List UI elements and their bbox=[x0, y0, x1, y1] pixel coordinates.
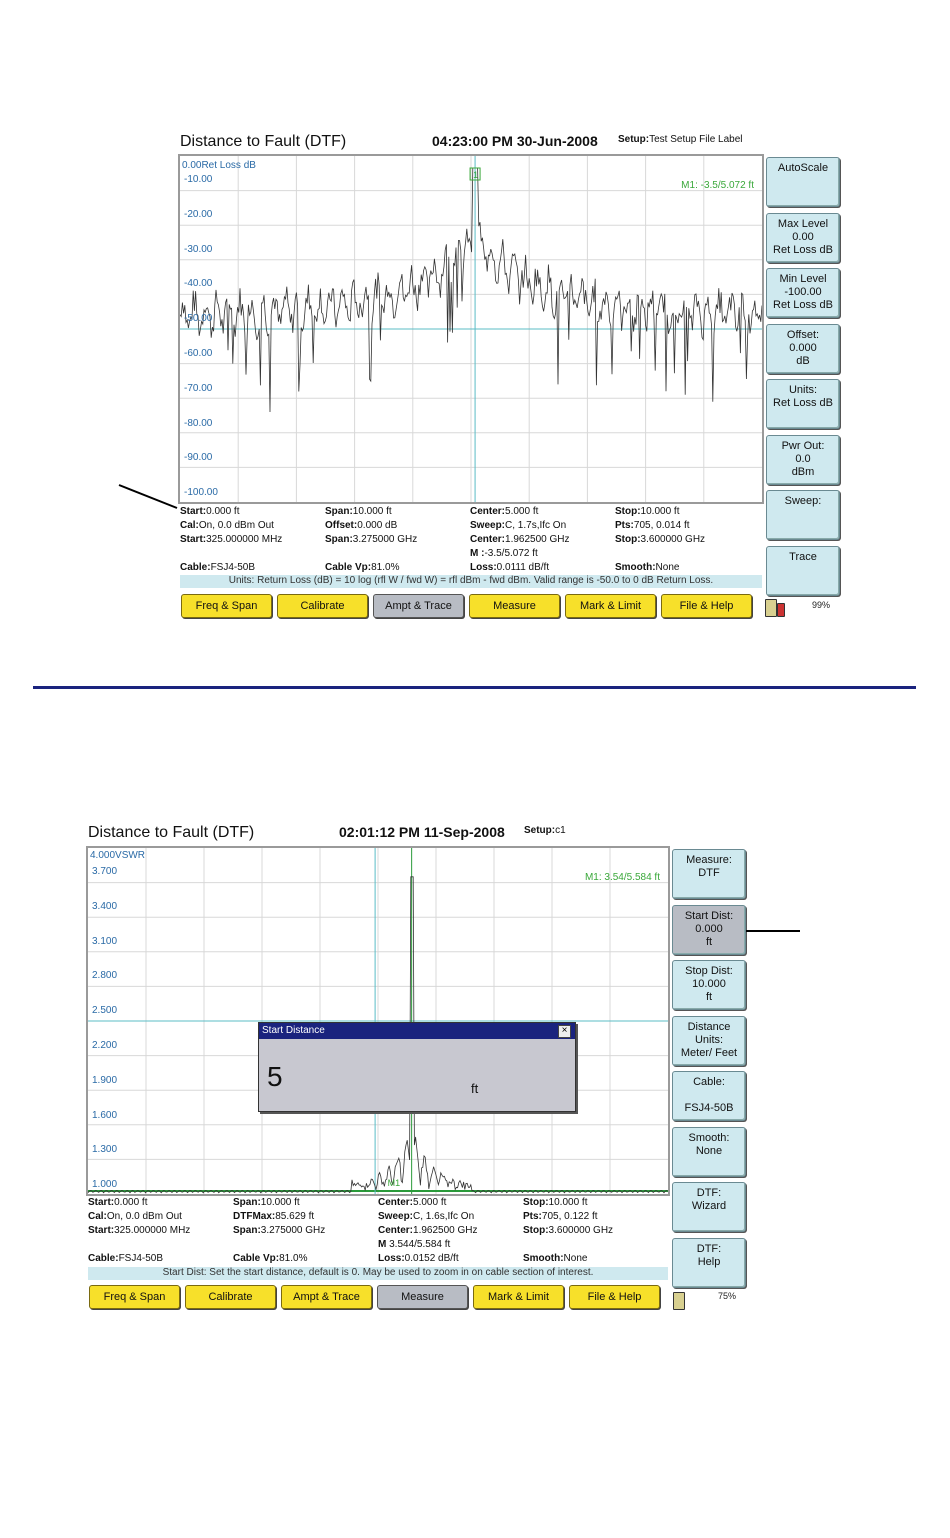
tab-5[interactable]: Mark & Limit bbox=[565, 594, 656, 618]
softkey-8[interactable]: DTF: Help bbox=[672, 1238, 746, 1288]
top-level-label: 0.00Ret Loss dB bbox=[182, 160, 256, 171]
info-row3-col3 bbox=[470, 533, 570, 547]
info-key: Cal: bbox=[180, 520, 199, 531]
softkey-6[interactable]: Smooth: None bbox=[672, 1127, 746, 1177]
info-value: 1.962500 GHz bbox=[413, 1225, 478, 1236]
y-axis-label: 2.200 bbox=[92, 1040, 118, 1051]
marker-flag-label: M1 bbox=[387, 1178, 401, 1188]
info-value: 10.000 ft bbox=[640, 506, 680, 517]
dialog-title-text: Start Distance bbox=[262, 1025, 325, 1036]
softkey-7[interactable]: Sweep: bbox=[766, 490, 840, 540]
datetime: 04:23:00 PM 30-Jun-2008 bbox=[432, 133, 598, 149]
y-axis-label: 2.800 bbox=[92, 970, 118, 982]
y-axis-label: -30.00 bbox=[184, 243, 213, 255]
tab-1[interactable]: Freq & Span bbox=[181, 594, 272, 618]
info-row4-col3 bbox=[470, 547, 538, 561]
y-axis-label: -10.00 bbox=[184, 174, 213, 185]
battery-icon bbox=[673, 1292, 685, 1310]
info-row3-col4 bbox=[615, 533, 705, 547]
info-key: Pts: bbox=[615, 520, 634, 531]
info-key: Start: bbox=[88, 1197, 115, 1208]
info-value: 3.544/5.584 ft bbox=[389, 1239, 451, 1250]
info-row2-col1 bbox=[88, 1210, 182, 1224]
callout-arrow-1 bbox=[115, 482, 185, 512]
battery-level: 75% bbox=[718, 1291, 737, 1301]
info-key: Smooth: bbox=[615, 562, 656, 573]
softkey-1[interactable]: AutoScale bbox=[766, 157, 840, 207]
y-axis-label: 3.100 bbox=[92, 935, 118, 947]
info-key: Start: bbox=[180, 534, 207, 545]
info-row5-col4 bbox=[615, 561, 679, 575]
screenshot-2-dtf-vswr bbox=[0, 800, 950, 1320]
softkey-2[interactable]: Max Level 0.00 Ret Loss dB bbox=[766, 213, 840, 263]
info-value: 81.0% bbox=[279, 1253, 308, 1264]
softkey-5[interactable]: Units: Ret Loss dB bbox=[766, 379, 840, 429]
info-row2-col3 bbox=[378, 1210, 474, 1224]
info-value: 81.0% bbox=[371, 562, 400, 573]
trace-graph bbox=[88, 848, 668, 1194]
status-info-2 bbox=[88, 1196, 678, 1268]
tab-2[interactable]: Calibrate bbox=[277, 594, 368, 618]
start-distance-unit: ft bbox=[471, 1081, 479, 1096]
marker-readout: M1: -3.5/5.072 ft bbox=[681, 180, 754, 191]
y-axis-label: -20.00 bbox=[184, 208, 213, 220]
tab-bar-2 bbox=[89, 1285, 664, 1311]
info-row5-col2 bbox=[325, 561, 399, 575]
info-key: Cal: bbox=[88, 1211, 107, 1222]
info-key: Stop: bbox=[523, 1197, 549, 1208]
info-row2-col4 bbox=[523, 1210, 598, 1224]
y-axis-label: -40.00 bbox=[184, 278, 213, 290]
tab-2[interactable]: Calibrate bbox=[185, 1285, 276, 1309]
start-distance-value[interactable]: 5 bbox=[267, 1061, 283, 1092]
info-value: C, 1.6s,Ifc On bbox=[413, 1211, 475, 1222]
info-key: Span: bbox=[233, 1197, 261, 1208]
callout-arrow-2 bbox=[744, 926, 804, 936]
info-value: 3.275000 GHz bbox=[260, 1225, 326, 1236]
info-key: Stop: bbox=[615, 506, 641, 517]
y-axis-label: -100.00 bbox=[184, 487, 218, 499]
screenshot-1-dtf-return-loss bbox=[0, 0, 950, 640]
info-value: 3.600000 GHz bbox=[548, 1225, 614, 1236]
info-row1-col4 bbox=[523, 1196, 587, 1210]
info-key: Center: bbox=[470, 534, 506, 545]
datetime: 02:01:12 PM 11-Sep-2008 bbox=[339, 824, 505, 840]
info-value: 0.000 dB bbox=[357, 520, 398, 531]
y-axis-label: 3.700 bbox=[92, 866, 118, 877]
info-key: Smooth: bbox=[523, 1253, 564, 1264]
info-value: None bbox=[655, 562, 680, 573]
y-axis-label: 1.600 bbox=[92, 1109, 118, 1121]
info-key: Loss: bbox=[470, 562, 497, 573]
setup-value: c1 bbox=[555, 825, 566, 836]
trace-graph bbox=[180, 156, 762, 502]
info-row3-col2 bbox=[233, 1224, 325, 1238]
top-level-label: 4.000VSWR bbox=[90, 850, 146, 861]
info-row1-col1 bbox=[180, 505, 239, 519]
info-key: Cable Vp: bbox=[325, 562, 372, 573]
info-value: 0.000 ft bbox=[114, 1197, 148, 1208]
info-value: On, 0.0 dBm Out bbox=[198, 520, 274, 531]
softkey-5[interactable]: Cable: FSJ4-50B bbox=[672, 1071, 746, 1121]
info-row3-col4 bbox=[523, 1224, 613, 1238]
info-row5-col3 bbox=[470, 561, 549, 575]
info-value: 85.629 ft bbox=[275, 1211, 315, 1222]
softkey-3[interactable]: Min Level -100.00 Ret Loss dB bbox=[766, 268, 840, 318]
info-row1-col1 bbox=[88, 1196, 147, 1210]
softkey-7[interactable]: DTF: Wizard bbox=[672, 1182, 746, 1232]
softkey-2[interactable]: Start Dist: 0.000 ft bbox=[672, 905, 746, 955]
info-row2-col2 bbox=[233, 1210, 314, 1224]
info-value: 705, 0.122 ft bbox=[541, 1211, 598, 1222]
info-row2-col2 bbox=[325, 519, 397, 533]
header-1 bbox=[180, 133, 770, 153]
info-key: DTFMax: bbox=[233, 1211, 276, 1222]
info-key: Start: bbox=[88, 1225, 115, 1236]
softkey-panel-1 bbox=[766, 157, 840, 597]
info-key: M : bbox=[470, 548, 485, 559]
info-value: 10.000 ft bbox=[352, 506, 392, 517]
page-divider bbox=[33, 686, 916, 689]
info-row3-col1 bbox=[180, 533, 282, 547]
y-axis-label: 3.400 bbox=[92, 900, 118, 912]
tab-3[interactable]: Ampt & Trace bbox=[281, 1285, 372, 1309]
info-value: 1.962500 GHz bbox=[505, 534, 570, 545]
info-key: Span: bbox=[325, 506, 353, 517]
info-row4-col3 bbox=[378, 1238, 450, 1252]
info-value: 705, 0.014 ft bbox=[633, 520, 690, 531]
info-key: Stop: bbox=[615, 534, 641, 545]
y-axis-label: 2.500 bbox=[92, 1005, 118, 1017]
info-value: 0.000 ft bbox=[206, 506, 240, 517]
status-info-1 bbox=[180, 505, 770, 577]
softkey-1[interactable]: Measure: DTF bbox=[672, 849, 746, 899]
softkey-6[interactable]: Pwr Out: 0.0 dBm bbox=[766, 435, 840, 485]
tab-3[interactable]: Ampt & Trace bbox=[373, 594, 464, 618]
info-value: 3.600000 GHz bbox=[640, 534, 706, 545]
power-plug-icon bbox=[777, 603, 785, 617]
info-value: 3.275000 GHz bbox=[352, 534, 418, 545]
tab-4[interactable]: Measure bbox=[377, 1285, 468, 1309]
info-row1-col2 bbox=[325, 505, 392, 519]
help-line: Units: Return Loss (dB) = 10 log (rfl W / fwd W) = rfl dBm - fwd dBm. Valid range is -50.0 to 0 dB Return Loss. bbox=[180, 575, 762, 588]
marker-readout: M1: 3.54/5.584 ft bbox=[584, 872, 660, 883]
info-row1-col4 bbox=[615, 505, 679, 519]
info-value: 10.000 ft bbox=[260, 1197, 300, 1208]
info-value: None bbox=[563, 1253, 588, 1264]
info-value: 5.000 ft bbox=[505, 506, 539, 517]
info-row3-col1 bbox=[88, 1224, 190, 1238]
info-value: 325.000000 MHz bbox=[114, 1225, 191, 1236]
y-axis-label: -80.00 bbox=[184, 417, 213, 429]
info-value: -3.5/5.072 ft bbox=[484, 548, 538, 559]
info-key: Stop: bbox=[523, 1225, 549, 1236]
setup-label bbox=[524, 825, 566, 836]
y-axis-label: -90.00 bbox=[184, 452, 213, 464]
page-title: Distance to Fault (DTF) bbox=[180, 133, 347, 150]
start-distance-dialog[interactable] bbox=[258, 1022, 576, 1112]
tab-1[interactable]: Freq & Span bbox=[89, 1285, 180, 1309]
setup-key: Setup: bbox=[618, 134, 650, 145]
y-axis-label: 1.300 bbox=[92, 1144, 118, 1156]
info-row1-col3 bbox=[378, 1196, 446, 1210]
page-title: Distance to Fault (DTF) bbox=[88, 824, 255, 841]
info-value: 0.0152 dB/ft bbox=[404, 1253, 459, 1264]
info-row1-col3 bbox=[470, 505, 538, 519]
info-key: Pts: bbox=[523, 1211, 542, 1222]
softkey-panel-2 bbox=[672, 849, 746, 1289]
info-row5-col4 bbox=[523, 1252, 587, 1266]
info-key: M bbox=[378, 1239, 390, 1250]
info-key: Sweep: bbox=[378, 1211, 414, 1222]
info-key: Cable Vp: bbox=[233, 1253, 280, 1264]
info-row3-col2 bbox=[325, 533, 417, 547]
softkey-4[interactable]: Offset: 0.000 dB bbox=[766, 324, 840, 374]
info-row5-col3 bbox=[378, 1252, 459, 1266]
y-axis-label: -50.00 bbox=[184, 313, 213, 325]
info-key: Sweep: bbox=[470, 520, 506, 531]
info-value: 325.000000 MHz bbox=[206, 534, 283, 545]
tab-6[interactable]: File & Help bbox=[569, 1285, 660, 1309]
setup-label bbox=[618, 134, 743, 145]
info-value: 0.0111 dB/ft bbox=[496, 562, 550, 573]
info-value: On, 0.0 dBm Out bbox=[106, 1211, 182, 1222]
info-row3-col3 bbox=[378, 1224, 478, 1238]
dialog-title bbox=[259, 1023, 575, 1039]
battery-level: 99% bbox=[812, 600, 831, 610]
info-value: FSJ4-50B bbox=[118, 1253, 164, 1264]
info-key: Cable: bbox=[180, 562, 211, 573]
softkey-3[interactable]: Stop Dist: 10.000 ft bbox=[672, 960, 746, 1010]
marker-flag-label: 1 bbox=[473, 170, 479, 180]
info-key: Center: bbox=[378, 1225, 414, 1236]
info-key: Loss: bbox=[378, 1253, 405, 1264]
setup-key: Setup: bbox=[524, 825, 556, 836]
info-row2-col1 bbox=[180, 519, 274, 533]
softkey-4[interactable]: Distance Units: Meter/ Feet bbox=[672, 1016, 746, 1066]
softkey-8[interactable]: Trace bbox=[766, 546, 840, 596]
info-row5-col1 bbox=[88, 1252, 163, 1266]
info-key: Span: bbox=[325, 534, 353, 545]
header-2 bbox=[88, 824, 678, 844]
info-value: FSJ4-50B bbox=[210, 562, 256, 573]
info-key: Center: bbox=[378, 1197, 414, 1208]
info-row5-col1 bbox=[180, 561, 255, 575]
trace-plot-1[interactable] bbox=[178, 154, 764, 504]
info-value: 10.000 ft bbox=[548, 1197, 588, 1208]
y-axis-label: -70.00 bbox=[184, 382, 213, 394]
info-key: Cable: bbox=[88, 1253, 119, 1264]
info-key: Span: bbox=[233, 1225, 261, 1236]
setup-value: Test Setup File Label bbox=[649, 134, 743, 145]
info-key: Center: bbox=[470, 506, 506, 517]
info-value: C, 1.7s,Ifc On bbox=[505, 520, 567, 531]
tab-5[interactable]: Mark & Limit bbox=[473, 1285, 564, 1309]
tab-6[interactable]: File & Help bbox=[661, 594, 752, 618]
y-axis-label: -60.00 bbox=[184, 348, 213, 359]
info-row1-col2 bbox=[233, 1196, 300, 1210]
close-icon[interactable]: × bbox=[558, 1025, 571, 1038]
info-row2-col3 bbox=[470, 519, 566, 533]
trace-plot-2[interactable] bbox=[86, 846, 670, 1196]
tab-bar-1 bbox=[181, 594, 756, 620]
y-axis-label: 1.900 bbox=[92, 1074, 118, 1086]
info-value: 5.000 ft bbox=[413, 1197, 447, 1208]
tab-4[interactable]: Measure bbox=[469, 594, 560, 618]
y-axis-label: 1.000 bbox=[92, 1179, 118, 1191]
info-row2-col4 bbox=[615, 519, 690, 533]
info-row5-col2 bbox=[233, 1252, 307, 1266]
help-line: Start Dist: Set the start distance, default is 0. May be used to zoom in on cable section of interest. bbox=[88, 1267, 668, 1280]
battery-icon bbox=[765, 599, 777, 617]
info-key: Offset: bbox=[325, 520, 358, 531]
info-key: Start: bbox=[180, 506, 207, 517]
